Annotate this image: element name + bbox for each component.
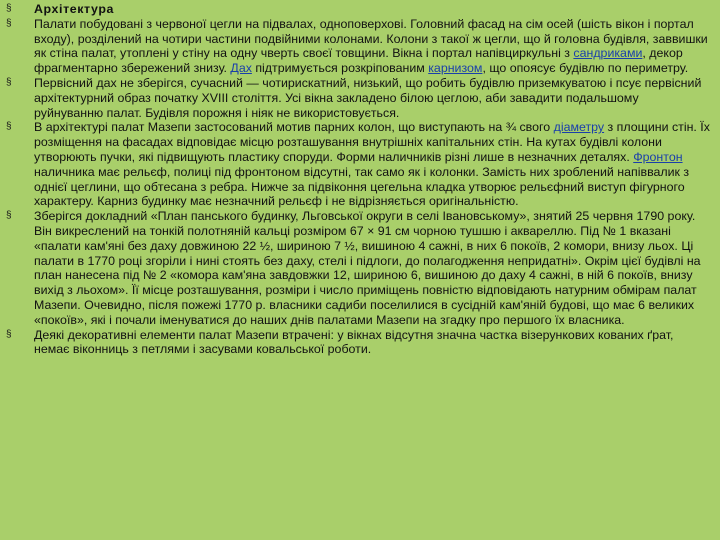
text-run: Палати побудовані з червоної цегли на підвалах, одноповерхові. Головний фасад на сім осей (шість вікон і портал входу), розділений на чотири частини подвійними колонами. Колони з такої ж цегли, що й головна будівля, заввишки як стіна палат, утоплені у стіну на одну чверть своєї товщини. Вікна і портал напівциркульні з — [34, 16, 708, 61]
bullet-icon: § — [6, 3, 12, 14]
link-fronton[interactable]: Фронтон — [633, 149, 683, 164]
link-sandryky[interactable]: сандриками — [573, 46, 643, 61]
text-run: наличника має рельєф, полиці під фронтоном відсутні, так само як і колонки. Замість них зроблений напіввалик з однієї цеглини, що обтесана з ребра. Нижче за підвіконня цегельна кладка утворює рельєфний виступ фігурного характеру. Карниз будинку має незначний рельєф і не відрізняється оригінальністю. — [34, 164, 690, 209]
text-run: з площини стін. Їх розміщення на фасадах відповідає місцю розташування внутрішніх капітальних стін. На кутах будівлі колони утворюють пучки, які підвищують пластику споруди. Форми наличників різні лише в незначних деталях. — [34, 120, 710, 164]
bullet-list — [0, 2, 720, 357]
list-item — [0, 76, 720, 120]
text-run: , декор фрагментарно збережений знизу. — [34, 46, 683, 76]
text-run: підтримується розкріпованим — [251, 61, 429, 76]
list-item — [0, 328, 720, 358]
link-dakh[interactable]: Дах — [230, 61, 252, 76]
bullet-icon: § — [6, 121, 12, 133]
list-item — [0, 209, 720, 327]
bullet-icon: § — [6, 210, 12, 222]
bullet-icon: § — [6, 76, 12, 88]
bullet-icon: § — [6, 328, 12, 340]
text-run: Первісний дах не зберігся, сучасний — чотирискатний, низький, що робить будівлю приземкуватою і псує первісний архітектурний образ початку XVIII століття. Усі вікна закладено білою цеглою, аби завадити подальшому руйнуванню палат. Будівля порожня і ніяк не використовується. — [34, 75, 702, 120]
bullet-icon: § — [6, 17, 12, 29]
text-run: Деякі декоративні елементи палат Мазепи втрачені: у вікнах відсутня значна частка візерункових кованих ґрат, немає віконниць з петлями і засувами ковальської роботи. — [34, 327, 674, 357]
list-item — [0, 17, 720, 76]
link-diametr[interactable]: діаметру — [553, 120, 605, 135]
text-run: Зберігся докладний «План панського будинку, Льговської округи в селі Івановському», знятий 25 червня 1790 року. Він викреслений на тонкій полотняній кальці розміром 67 × 91 см чорною тушшю і аквареллю. Під № 1 вказані «палати кам'яні без даху довжиною 22 ½, шириною 7 ½, вишиною 4 сажні, в них 6 покоїв, 2 комори, внизу льох. Ці палати в 1770 році згоріли і нині стоять без даху, стелі і підлоги, до полагодження непридатні». Окрім цієї будівлі на план нанесена під № 2 «комора кам'яна завдовжки 12, шириною 6, вишиною до даху 4 сажні, в ній 6 покоїв, внизу вихід з льохом». Її місце розташування, розміри і число приміщень повністю відповідають натурним обмірам палат Мазепи. Очевидно, після пожежі 1770 р. власники садиби поселилися в сусідній кам'яній будові, що має 6 великих «покоїв», які і почали іменуватися до наших днів палатами Мазепи на згадку про першого їх власника. — [34, 209, 701, 327]
link-karnyz[interactable]: карнизом — [428, 61, 483, 76]
list-item — [0, 120, 720, 209]
text-run: В архітектурі палат Мазепи застосований мотив парних колон, що виступають на ¾ свого — [34, 120, 554, 135]
text-run: , що опоясує будівлю по периметру. — [482, 61, 689, 76]
list-item — [0, 2, 720, 17]
section-title: Архітектура — [34, 2, 115, 16]
